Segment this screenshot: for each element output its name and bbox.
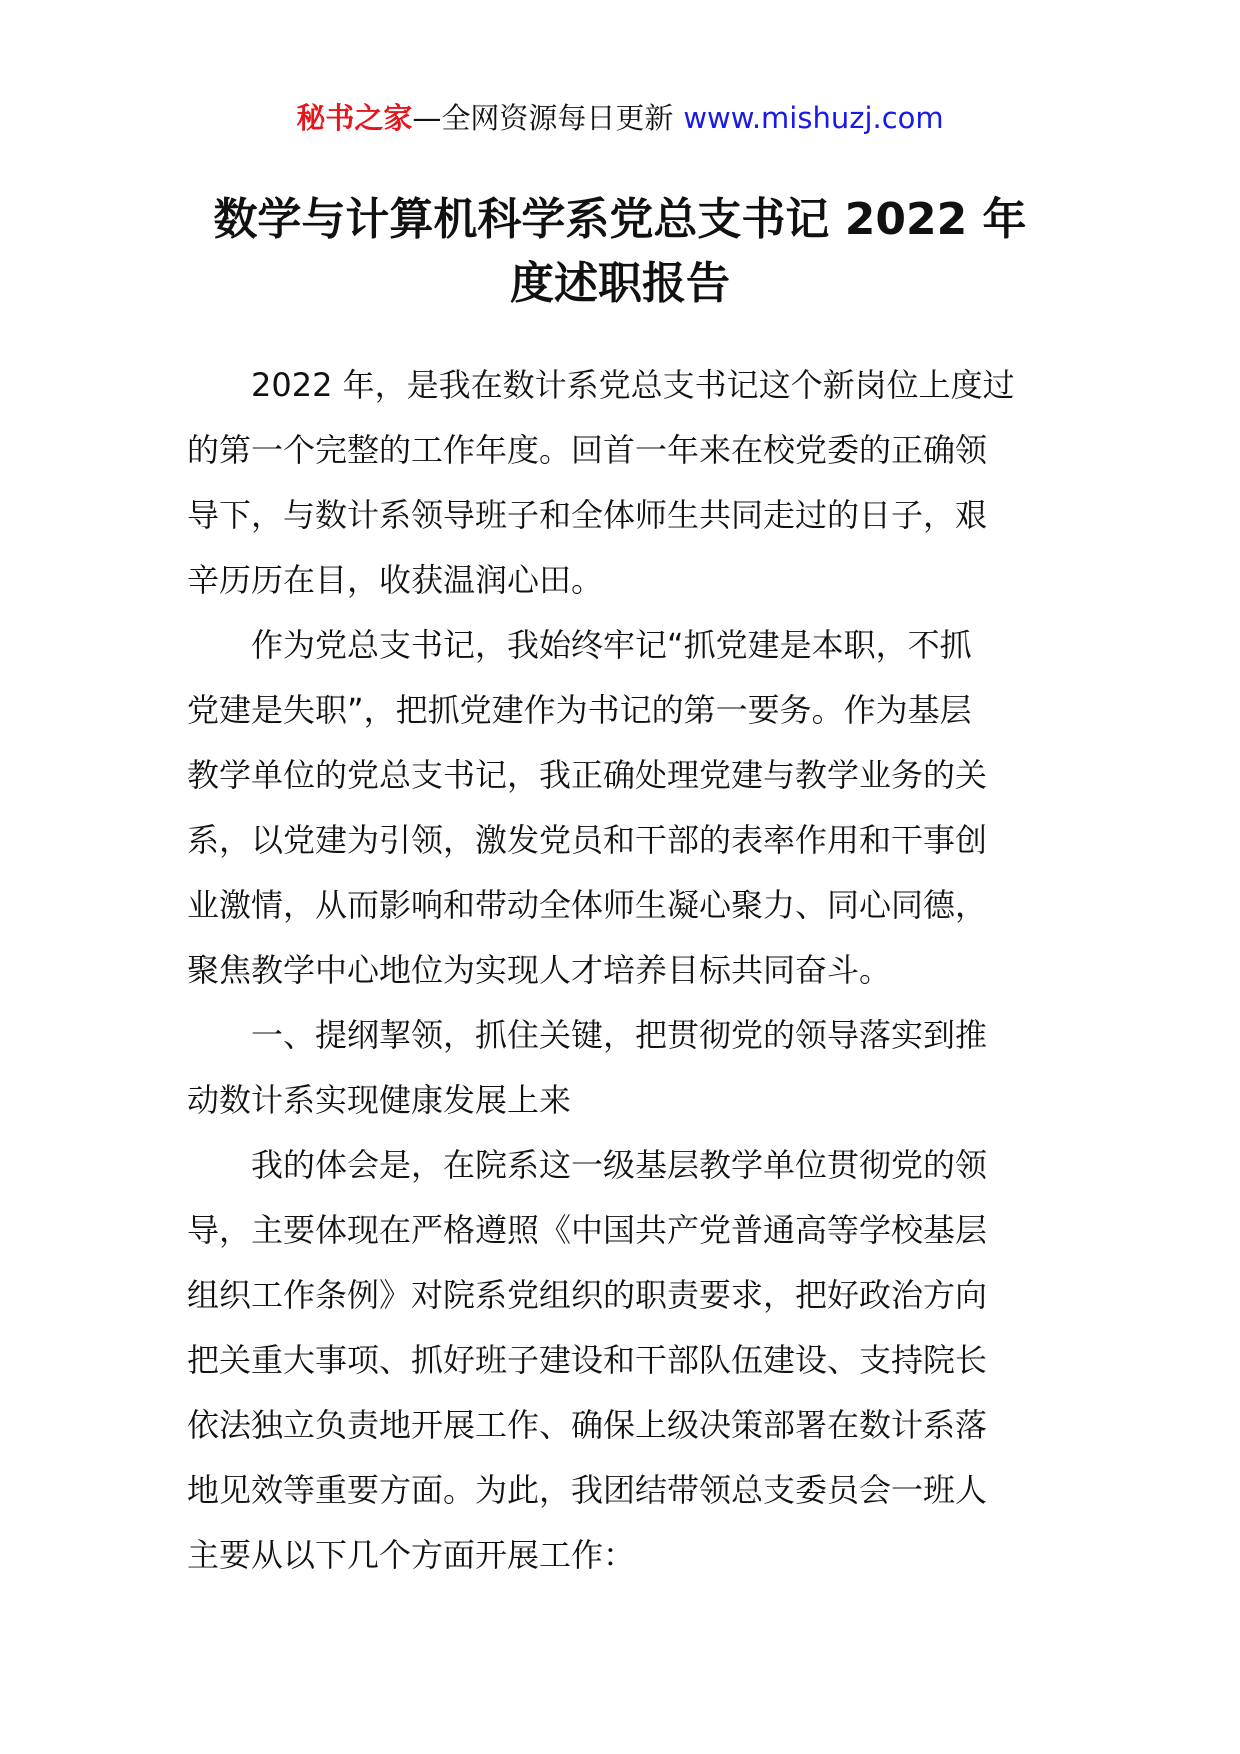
text-line: 业激情，从而影响和带动全体师生凝心聚力、同心同德， [187, 886, 988, 924]
text-line: 依法独立负责地开展工作、确保上级决策部署在数计系落 [187, 1406, 988, 1444]
site-header [0, 98, 1240, 138]
paragraph-intro [187, 353, 1055, 613]
text-line: 主要从以下几个方面开展工作： [187, 1536, 636, 1574]
paragraph-experience [187, 1133, 1055, 1588]
brand-name: 秘书之家 [296, 101, 413, 135]
site-url-link[interactable]: www.mishuzj.com [683, 101, 944, 135]
text-line: 系，以党建为引领，激发党员和干部的表率作用和干事创 [187, 821, 988, 859]
document-title [170, 188, 1070, 316]
text-line: 把关重大事项、抓好班子建设和干部队伍建设、支持院长 [187, 1341, 988, 1379]
text-line: 作为党总支书记，我始终牢记“抓党建是本职，不抓 [251, 626, 972, 664]
paragraph-party-building [187, 613, 1055, 1003]
title-line-2: 度述职报告 [510, 258, 730, 309]
text-line: 组织工作条例》对院系党组织的职责要求，把好政治方向 [187, 1276, 988, 1314]
text-line: 聚焦教学中心地位为实现人才培养目标共同奋斗。 [187, 951, 892, 989]
section-heading-1 [187, 1003, 1055, 1133]
text-line: 一、提纲挈领，抓住关键，把贯彻党的领导落实到推 [251, 1016, 988, 1054]
text-line: 的第一个完整的工作年度。回首一年来在校党委的正确领 [187, 431, 988, 469]
title-line-1: 数学与计算机科学系党总支书记 2022 年 [213, 194, 1027, 245]
text-line: 我的体会是，在院系这一级基层教学单位贯彻党的领 [251, 1146, 988, 1184]
text-line: 导，主要体现在严格遵照《中国共产党普通高等学校基层 [187, 1211, 988, 1249]
text-line: 辛历历在目，收获温润心田。 [187, 561, 604, 599]
text-line: 地见效等重要方面。为此，我团结带领总支委员会一班人 [187, 1471, 988, 1509]
text-line: 教学单位的党总支书记，我正确处理党建与教学业务的关 [187, 756, 988, 794]
header-tagline: —全网资源每日更新 [412, 101, 674, 135]
text-line: 党建是失职”，把抓党建作为书记的第一要务。作为基层 [187, 691, 972, 729]
document-body [187, 353, 1055, 1588]
text-line: 动数计系实现健康发展上来 [187, 1081, 572, 1119]
text-line: 导下，与数计系领导班子和全体师生共同走过的日子，艰 [187, 496, 988, 534]
text-line: 2022 年，是我在数计系党总支书记这个新岗位上度过 [251, 366, 1015, 404]
